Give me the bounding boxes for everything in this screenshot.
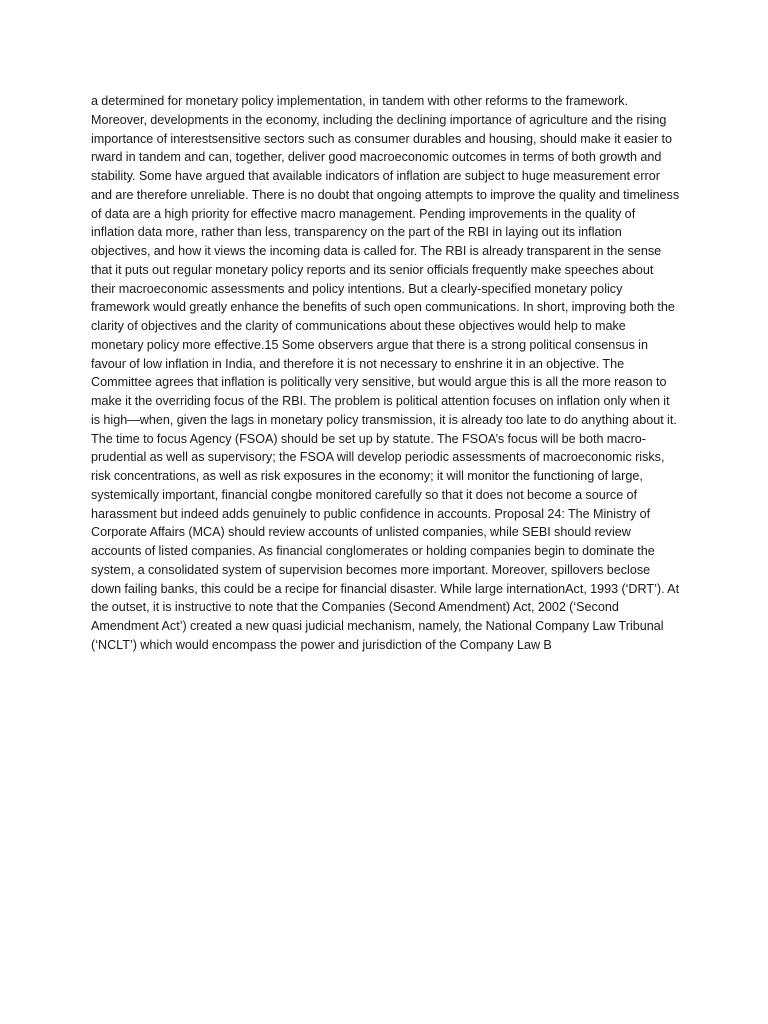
body-paragraph: a determined for monetary policy implementation, in tandem with other reforms to the framework. Moreover, developments in the economy, including the declining importance of agriculture and the rising importance of interestsensitive sectors such as consumer durables and housing, should make it easier to rward in tandem and can, together, deliver good macroeconomic outcomes in terms of both growth and stability. Some have argued that available indicators of inflation are subject to huge measurement error and are therefore unreliable. There is no doubt that ongoing attempts to improve the quality and timeliness of data are a high priority for effective macro management. Pending improvements in the quality of inflation data more, rather than less, transparency on the part of the RBI in laying out its inflation objectives, and how it views the incoming data is called for. The RBI is already transparent in the sense that it puts out regular monetary policy reports and its senior officials frequently make speeches about their macroeconomic assessments and policy intentions. But a clearly-specified monetary policy framework would greatly enhance the benefits of such open communications. In short, improving both the clarity of objectives and the clarity of communications about these objectives would help to make monetary policy more effective.15 Some observers argue that there is a strong political consensus in favour of low inflation in India, and therefore it is not necessary to enshrine it in an objective. The Committee agrees that inflation is politically very sensitive, but would argue this is all the more reason to make it the overriding focus of the RBI. The problem is political attention focuses on inflation only when it is high—when, given the lags in monetary policy transmission, it is already too late to do anything about it. The time to focus Agency (FSOA) should be set up by statute. The FSOA’s focus will be both macro-prudential as well as supervisory; the FSOA will develop periodic assessments of macroeconomic risks, risk concentrations, as well as risk exposures in the economy; it will monitor the functioning of large, systemically important, financial congbe monitored carefully so that it does not become a source of harassment but indeed adds genuinely to public confidence in accounts. Proposal 24: The Ministry of Corporate Affairs (MCA) should review accounts of unlisted companies, while SEBI should review accounts of listed companies. As financial conglomerates or holding companies begin to dominate the system, a consolidated system of supervision becomes more important. Moreover, spillovers beclose down failing banks, this could be a recipe for financial disaster. While large internationAct, 1993 (‘DRT’). At the outset, it is instructive to note that the Companies (Second Amendment) Act, 2002 (‘Second Amendment Act’) created a new quasi judicial mechanism, namely, the National Company Law Tribunal (‘NCLT’) which would encompass the power and jurisdiction of the Company Law B [91, 94, 680, 652]
